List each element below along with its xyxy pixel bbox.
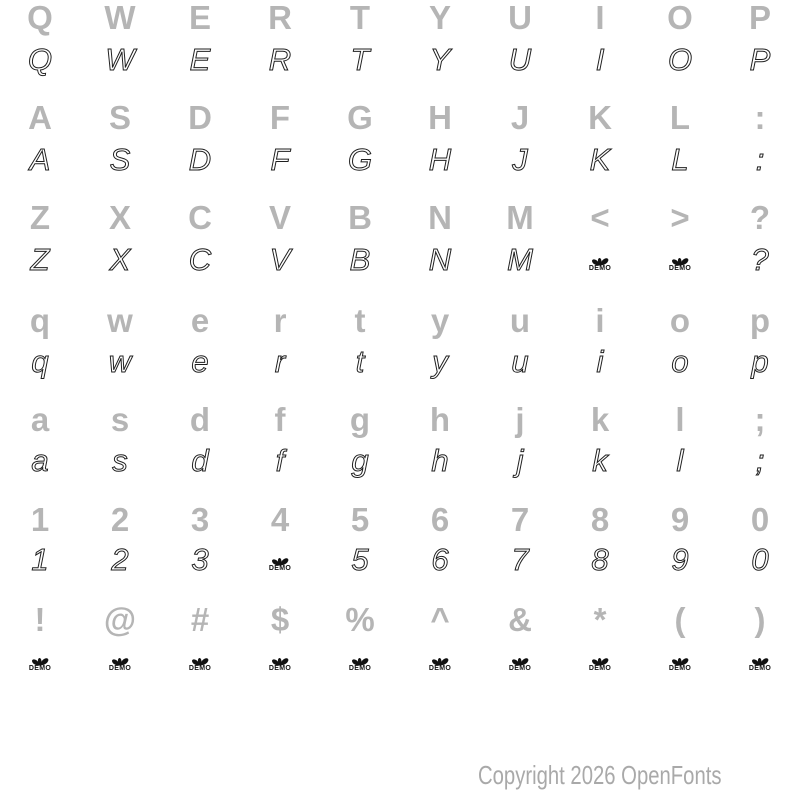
reference-glyph: < <box>590 199 610 236</box>
reference-glyph: O <box>667 0 693 36</box>
preview-glyph: 5 <box>351 542 369 577</box>
reference-glyph: * <box>593 601 607 638</box>
reference-glyph: ! <box>34 601 46 638</box>
demo-label: DEMO <box>28 665 52 672</box>
reference-glyph: @ <box>103 601 137 638</box>
preview-row-lowercase-asdf <box>0 436 800 486</box>
preview-glyph: R <box>268 42 292 77</box>
preview-glyph: k <box>592 443 608 478</box>
preview-glyph: l <box>676 443 684 478</box>
three-teardrop-ornament-icon <box>188 653 212 672</box>
reference-glyph: $ <box>270 601 290 638</box>
reference-glyph: y <box>430 302 450 339</box>
demo-placeholder-glyph <box>240 635 320 685</box>
preview-glyph: f <box>275 443 285 478</box>
reference-glyph: W <box>104 0 136 36</box>
reference-glyph: 3 <box>190 501 210 538</box>
reference-glyph: l <box>675 401 685 438</box>
reference-glyph: B <box>348 199 372 236</box>
reference-glyph: ) <box>754 601 766 638</box>
reference-glyph: 2 <box>110 501 130 538</box>
demo-label: DEMO <box>588 665 612 672</box>
reference-glyph: D <box>188 99 212 136</box>
reference-glyph: j <box>515 401 525 438</box>
demo-label: DEMO <box>588 265 612 272</box>
preview-glyph: 1 <box>31 542 49 577</box>
preview-glyph: J <box>512 142 528 177</box>
reference-glyph: & <box>508 601 532 638</box>
preview-glyph: 8 <box>591 542 609 577</box>
reference-glyph: V <box>268 199 291 236</box>
preview-glyph: P <box>749 42 771 77</box>
three-teardrop-ornament-icon <box>268 653 292 672</box>
preview-glyph: Y <box>429 42 451 77</box>
reference-glyph: J <box>510 99 530 136</box>
demo-placeholder-glyph <box>0 635 80 685</box>
reference-glyph: T <box>349 0 371 36</box>
reference-glyph: U <box>508 0 532 36</box>
reference-glyph: ( <box>674 601 686 638</box>
three-teardrop-ornament-icon <box>508 653 532 672</box>
reference-glyph: u <box>509 302 531 339</box>
preview-glyph: y <box>432 344 448 379</box>
preview-row-symbols <box>0 635 800 685</box>
preview-glyph: K <box>589 142 611 177</box>
reference-glyph: 9 <box>670 501 690 538</box>
reference-glyph: o <box>669 302 691 339</box>
three-teardrop-ornament-icon <box>348 653 372 672</box>
reference-glyph: p <box>749 302 771 339</box>
preview-glyph: U <box>508 42 532 77</box>
reference-glyph: L <box>669 99 691 136</box>
reference-glyph: 6 <box>430 501 450 538</box>
demo-placeholder-glyph <box>240 535 320 585</box>
demo-label: DEMO <box>668 665 692 672</box>
demo-placeholder-glyph <box>80 635 160 685</box>
preview-glyph: W <box>105 42 135 77</box>
preview-glyph: ; <box>755 443 765 478</box>
preview-glyph: E <box>189 42 211 77</box>
preview-glyph: D <box>188 142 212 177</box>
preview-glyph: T <box>350 42 370 77</box>
preview-row-uppercase-asdf <box>0 135 800 185</box>
reference-glyph: Q <box>27 0 53 36</box>
preview-glyph: 7 <box>511 542 529 577</box>
reference-glyph: 4 <box>270 501 290 538</box>
preview-glyph: : <box>755 142 765 177</box>
reference-glyph: I <box>595 0 605 36</box>
copyright-text: Copyright 2026 OpenFonts <box>478 760 722 790</box>
preview-glyph: X <box>109 242 131 277</box>
preview-row-lowercase-qwerty <box>0 337 800 387</box>
preview-glyph: A <box>29 142 51 177</box>
preview-row-uppercase-zxcv <box>0 235 800 285</box>
reference-glyph: 7 <box>510 501 530 538</box>
reference-glyph: 0 <box>750 501 770 538</box>
three-teardrop-ornament-icon <box>108 653 132 672</box>
reference-glyph: % <box>345 601 375 638</box>
preview-glyph: q <box>31 344 49 379</box>
preview-glyph: d <box>191 443 209 478</box>
three-teardrop-ornament-icon <box>268 553 292 572</box>
preview-glyph: h <box>431 443 449 478</box>
preview-glyph: e <box>191 344 209 379</box>
reference-glyph: E <box>188 0 211 36</box>
reference-glyph: 8 <box>590 501 610 538</box>
three-teardrop-ornament-icon <box>668 253 692 272</box>
reference-glyph: 5 <box>350 501 370 538</box>
demo-placeholder-glyph <box>560 235 640 285</box>
three-teardrop-ornament-icon <box>28 653 52 672</box>
reference-glyph: s <box>110 401 130 438</box>
preview-glyph: Z <box>30 242 50 277</box>
reference-glyph: F <box>269 99 291 136</box>
demo-label: DEMO <box>268 565 292 572</box>
demo-placeholder-glyph <box>480 635 560 685</box>
three-teardrop-ornament-icon <box>748 653 772 672</box>
reference-glyph: r <box>273 302 287 339</box>
reference-glyph: : <box>754 99 766 136</box>
preview-glyph: Q <box>27 42 53 77</box>
reference-glyph: ? <box>749 199 771 236</box>
demo-label: DEMO <box>748 665 772 672</box>
three-teardrop-ornament-icon <box>588 253 612 272</box>
reference-glyph: 1 <box>30 501 50 538</box>
demo-label: DEMO <box>268 665 292 672</box>
preview-glyph: 2 <box>111 542 129 577</box>
reference-glyph: # <box>190 601 210 638</box>
reference-glyph: G <box>347 99 373 136</box>
reference-glyph: f <box>274 401 286 438</box>
demo-placeholder-glyph <box>720 635 800 685</box>
preview-glyph: s <box>112 443 128 478</box>
demo-placeholder-glyph <box>640 635 720 685</box>
preview-glyph: B <box>349 242 371 277</box>
preview-glyph: N <box>428 242 452 277</box>
reference-glyph: > <box>670 199 690 236</box>
preview-glyph: t <box>355 344 365 379</box>
demo-label: DEMO <box>508 665 532 672</box>
reference-glyph: A <box>28 99 52 136</box>
demo-placeholder-glyph <box>560 635 640 685</box>
preview-glyph: 9 <box>671 542 689 577</box>
reference-glyph: C <box>188 199 212 236</box>
preview-glyph: a <box>31 443 49 478</box>
demo-label: DEMO <box>188 665 212 672</box>
preview-glyph: w <box>108 344 132 379</box>
preview-glyph: C <box>188 242 212 277</box>
demo-label: DEMO <box>668 265 692 272</box>
reference-glyph: K <box>588 99 612 136</box>
preview-glyph: M <box>507 242 533 277</box>
preview-glyph: r <box>274 344 286 379</box>
reference-glyph: Z <box>29 199 51 236</box>
reference-glyph: S <box>108 99 131 136</box>
reference-glyph: M <box>506 199 534 236</box>
reference-glyph: P <box>748 0 771 36</box>
preview-glyph: G <box>347 142 373 177</box>
preview-glyph: S <box>109 142 131 177</box>
preview-glyph: 0 <box>751 542 769 577</box>
reference-glyph: t <box>354 302 366 339</box>
reference-glyph: d <box>189 401 211 438</box>
reference-glyph: a <box>30 401 50 438</box>
reference-glyph: H <box>428 99 452 136</box>
three-teardrop-ornament-icon <box>428 653 452 672</box>
reference-glyph: X <box>108 199 131 236</box>
three-teardrop-ornament-icon <box>588 653 612 672</box>
preview-glyph: i <box>596 344 604 379</box>
preview-glyph: L <box>671 142 689 177</box>
reference-glyph: ; <box>754 401 766 438</box>
reference-glyph: N <box>428 199 452 236</box>
demo-label: DEMO <box>428 665 452 672</box>
reference-glyph: h <box>429 401 451 438</box>
demo-placeholder-glyph <box>320 635 400 685</box>
three-teardrop-ornament-icon <box>668 653 692 672</box>
demo-placeholder-glyph <box>160 635 240 685</box>
reference-glyph: i <box>595 302 605 339</box>
preview-row-uppercase-qwerty <box>0 35 800 85</box>
reference-glyph: e <box>190 302 210 339</box>
preview-row-digits <box>0 535 800 585</box>
demo-placeholder-glyph <box>400 635 480 685</box>
preview-glyph: H <box>428 142 452 177</box>
preview-glyph: ? <box>751 242 769 277</box>
reference-glyph: R <box>268 0 292 36</box>
reference-glyph: g <box>349 401 371 438</box>
preview-glyph: O <box>667 42 693 77</box>
reference-glyph: Y <box>428 0 451 36</box>
preview-glyph: u <box>511 344 529 379</box>
preview-glyph: 6 <box>431 542 449 577</box>
reference-glyph: q <box>29 302 51 339</box>
preview-glyph: 3 <box>191 542 209 577</box>
preview-glyph: g <box>351 443 369 478</box>
preview-glyph: p <box>751 344 769 379</box>
preview-glyph: V <box>269 242 291 277</box>
demo-label: DEMO <box>108 665 132 672</box>
preview-glyph: I <box>595 42 605 77</box>
preview-glyph: F <box>270 142 290 177</box>
reference-glyph: ^ <box>430 601 450 638</box>
reference-glyph: w <box>107 302 133 339</box>
preview-glyph: o <box>671 344 689 379</box>
demo-placeholder-glyph <box>640 235 720 285</box>
preview-glyph: j <box>516 443 524 478</box>
demo-label: DEMO <box>348 665 372 672</box>
reference-glyph: k <box>590 401 610 438</box>
